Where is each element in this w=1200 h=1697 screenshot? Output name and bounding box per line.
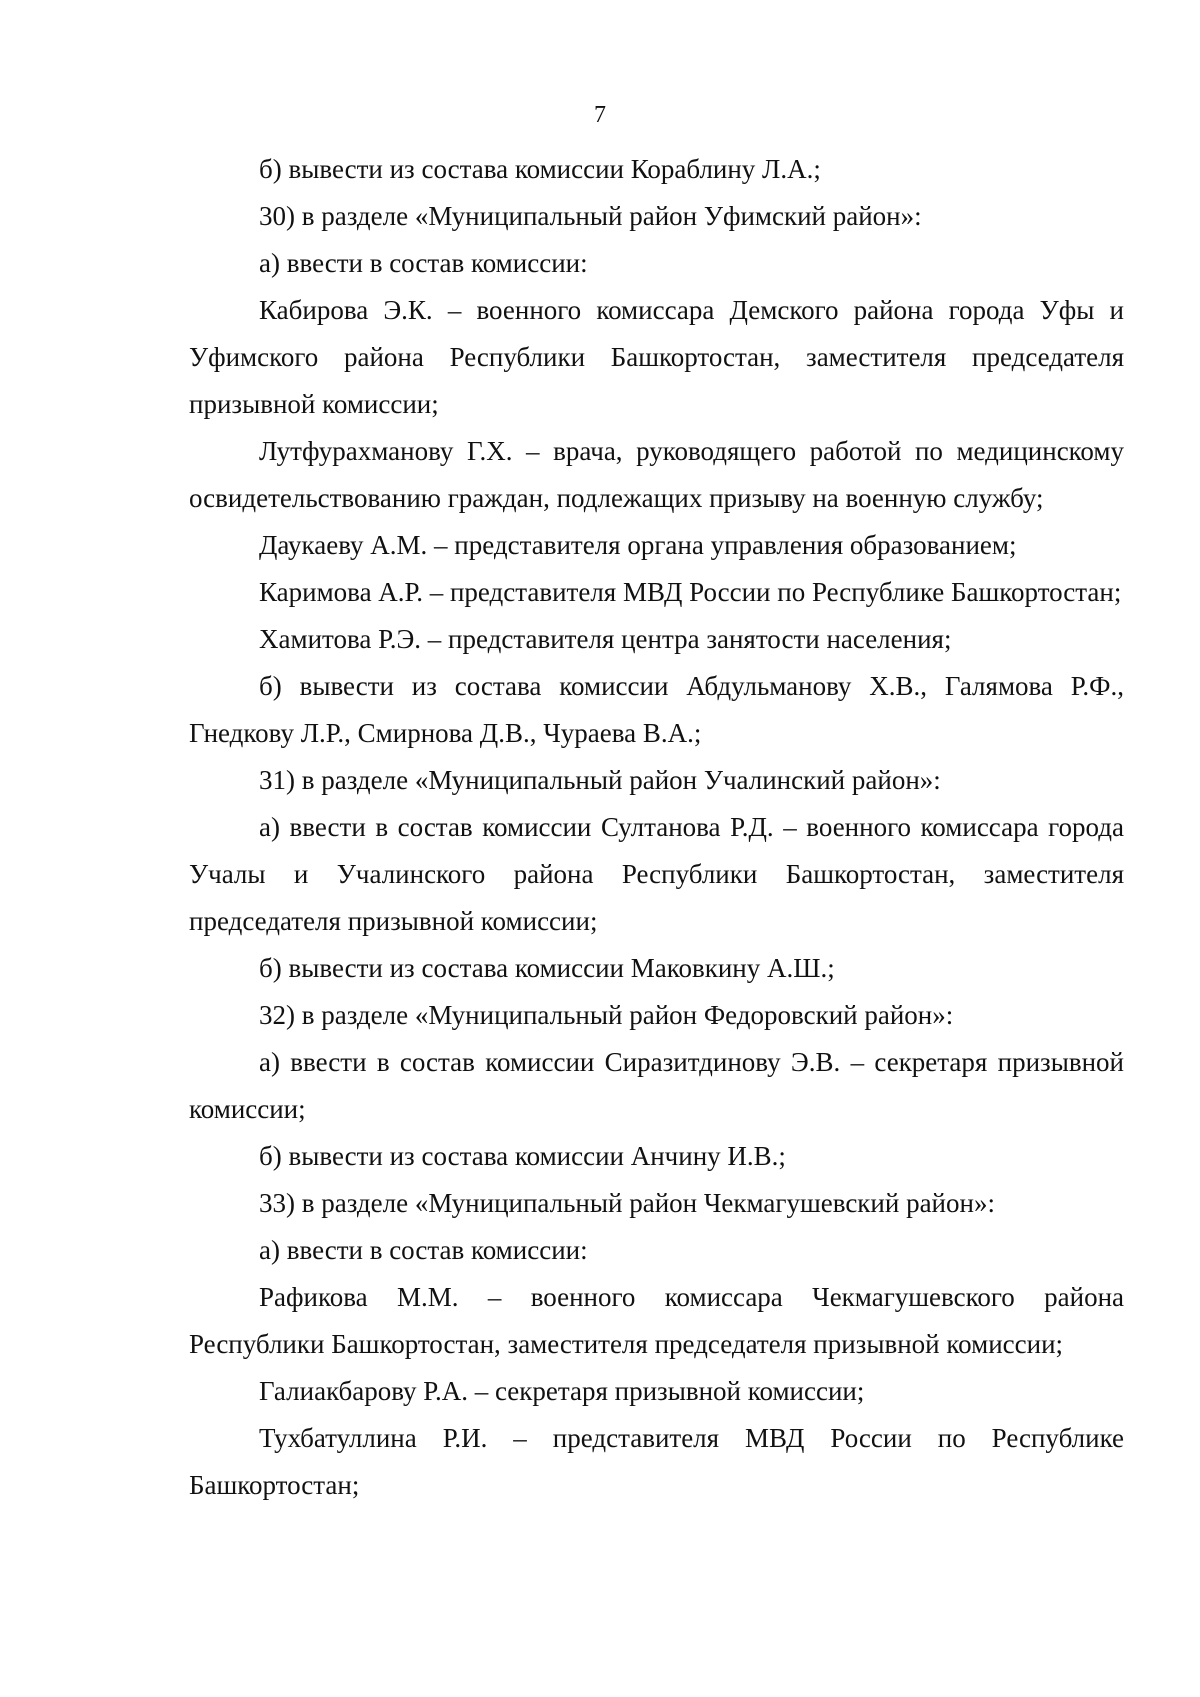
paragraph-kabirov: Кабирова Э.К. – военного комиссара Демского района города Уфы и Уфимского района Республики Башкортостан, заместителя председателя призывной комиссии; (189, 295, 1124, 419)
paragraph-karimov: Каримова А.Р. – представителя МВД России по Республике Башкортостан; (259, 577, 1122, 607)
paragraph-31a-sultanov: а) ввести в состав комиссии Султанова Р.Д. – военного комиссара города Учалы и Учалинского района Республики Башкортостан, заместителя председателя призывной комиссии; (189, 812, 1124, 936)
paragraph-section-31-uchalinsky: 31) в разделе «Муниципальный район Учалинский район»: (259, 765, 941, 795)
document-body (189, 146, 1124, 1509)
paragraph-section-33-chekmagushevsky: 33) в разделе «Муниципальный район Чекмагушевский район»: (259, 1188, 995, 1218)
paragraph-tukhbatullin: Тухбатуллина Р.И. – представителя МВД России по Республике Башкортостан; (189, 1423, 1124, 1500)
paragraph-rafikov: Рафикова М.М. – военного комиссара Чекмагушевского района Республики Башкортостан, заместителя председателя призывной комиссии; (189, 1282, 1124, 1359)
paragraph-remove-korablina: б) вывести из состава комиссии Кораблину Л.А.; (259, 154, 821, 184)
page-number: 7 (594, 102, 606, 128)
paragraph-32b-remove: б) вывести из состава комиссии Анчину И.В.; (259, 1141, 786, 1171)
paragraph-khamitov: Хамитова Р.Э. – представителя центра занятости населения; (259, 624, 952, 654)
paragraph-section-30-ufimsky: 30) в разделе «Муниципальный район Уфимский район»: (259, 201, 922, 231)
paragraph-galiakbarova: Галиакбарову Р.А. – секретаря призывной комиссии; (259, 1376, 865, 1406)
paragraph-32a-sirazitdinova: а) ввести в состав комиссии Сиразитдинову Э.В. – секретаря призывной комиссии; (189, 1047, 1124, 1124)
paragraph-section-32-fedorovsky: 32) в разделе «Муниципальный район Федоровский район»: (259, 1000, 954, 1030)
paragraph-30a-add: а) ввести в состав комиссии: (259, 248, 588, 278)
paragraph-daukaeva: Даукаеву А.М. – представителя органа управления образованием; (259, 530, 1017, 560)
paragraph-lutfurakhmanova: Лутфурахманову Г.Х. – врача, руководящего работой по медицинскому освидетельствованию граждан, подлежащих призыву на военную службу; (189, 436, 1124, 513)
paragraph-33a-add: а) ввести в состав комиссии: (259, 1235, 588, 1265)
paragraph-30b-remove: б) вывести из состава комиссии Абдульманову Х.В., Галямова Р.Ф., Гнедкову Л.Р., Смирнова Д.В., Чураева В.А.; (189, 671, 1124, 748)
paragraph-31b-remove: б) вывести из состава комиссии Маковкину А.Ш.; (259, 953, 835, 983)
